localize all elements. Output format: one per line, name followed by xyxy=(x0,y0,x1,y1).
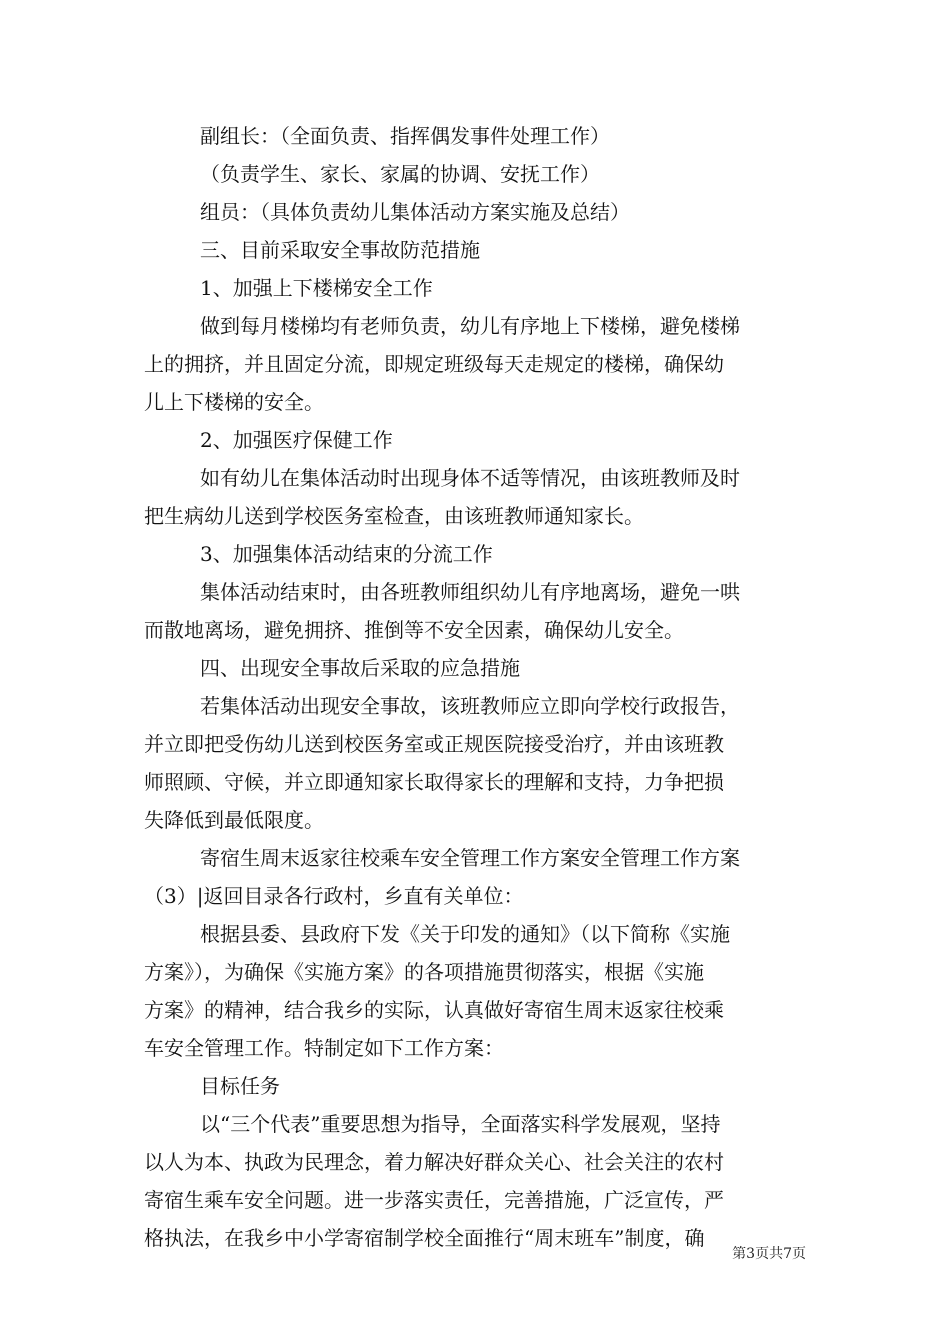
text-line: 失降低到最低限度。 xyxy=(144,808,324,832)
text-line: 组员：（具体负责幼儿集体活动方案实施及总结） xyxy=(200,200,630,224)
text-line: （3）|返回目录各行政村，乡直有关单位： xyxy=(144,884,524,908)
text-line: 三、目前采取安全事故防范措施 xyxy=(200,238,480,262)
text-line: 方案》），为确保《实施方案》的各项措施贯彻落实，根据《实施 xyxy=(144,960,704,984)
text-line: 方案》的精神，结合我乡的实际，认真做好寄宿生周末返家往校乘 xyxy=(144,998,724,1022)
text-line: 车安全管理工作。特制定如下工作方案： xyxy=(144,1036,504,1060)
text-line: 根据县委、县政府下发《关于印发的通知》（以下简称《实施 xyxy=(200,922,730,946)
text-line: （负责学生、家长、家属的协调、安抚工作） xyxy=(200,162,600,186)
text-line: 并立即把受伤幼儿送到校医务室或正规医院接受治疗，并由该班教 xyxy=(144,732,724,756)
text-line: 以“三个代表”重要思想为指导，全面落实科学发展观，坚持 xyxy=(200,1112,721,1136)
text-line: 做到每月楼梯均有老师负责，幼儿有序地上下楼梯，避免楼梯 xyxy=(200,314,740,338)
text-line: 四、出现安全事故后采取的应急措施 xyxy=(200,656,520,680)
text-line: 上的拥挤，并且固定分流，即规定班级每天走规定的楼梯，确保幼 xyxy=(144,352,724,376)
text-line: 目标任务 xyxy=(200,1074,280,1098)
text-line: 以人为本、执政为民理念，着力解决好群众关心、社会关注的农村 xyxy=(144,1150,724,1174)
text-line: 3、加强集体活动结束的分流工作 xyxy=(200,542,493,566)
page-number-footer: 第3页共7页 xyxy=(732,1246,806,1262)
text-line: 2、加强医疗保健工作 xyxy=(200,428,393,452)
text-line: 集体活动结束时，由各班教师组织幼儿有序地离场，避免一哄 xyxy=(200,580,740,604)
text-line: 寄宿生周末返家往校乘车安全管理工作方案安全管理工作方案 xyxy=(200,846,740,870)
text-line: 寄宿生乘车安全问题。进一步落实责任，完善措施，广泛宣传，严 xyxy=(144,1188,724,1212)
text-line: 把生病幼儿送到学校医务室检查，由该班教师通知家长。 xyxy=(144,504,644,528)
text-line: 如有幼儿在集体活动时出现身体不适等情况，由该班教师及时 xyxy=(200,466,740,490)
text-line: 副组长：（全面负责、指挥偶发事件处理工作） xyxy=(200,124,610,148)
text-line: 1、加强上下楼梯安全工作 xyxy=(200,276,433,300)
text-line: 师照顾、守候，并立即通知家长取得家长的理解和支持，力争把损 xyxy=(144,770,724,794)
text-line: 若集体活动出现安全事故，该班教师应立即向学校行政报告， xyxy=(200,694,740,718)
text-line: 格执法，在我乡中小学寄宿制学校全面推行“周末班车”制度，确 xyxy=(144,1226,705,1250)
text-line: 而散地离场，避免拥挤、推倒等不安全因素，确保幼儿安全。 xyxy=(144,618,684,642)
document-body xyxy=(144,117,806,1257)
text-line: 儿上下楼梯的安全。 xyxy=(144,390,324,414)
